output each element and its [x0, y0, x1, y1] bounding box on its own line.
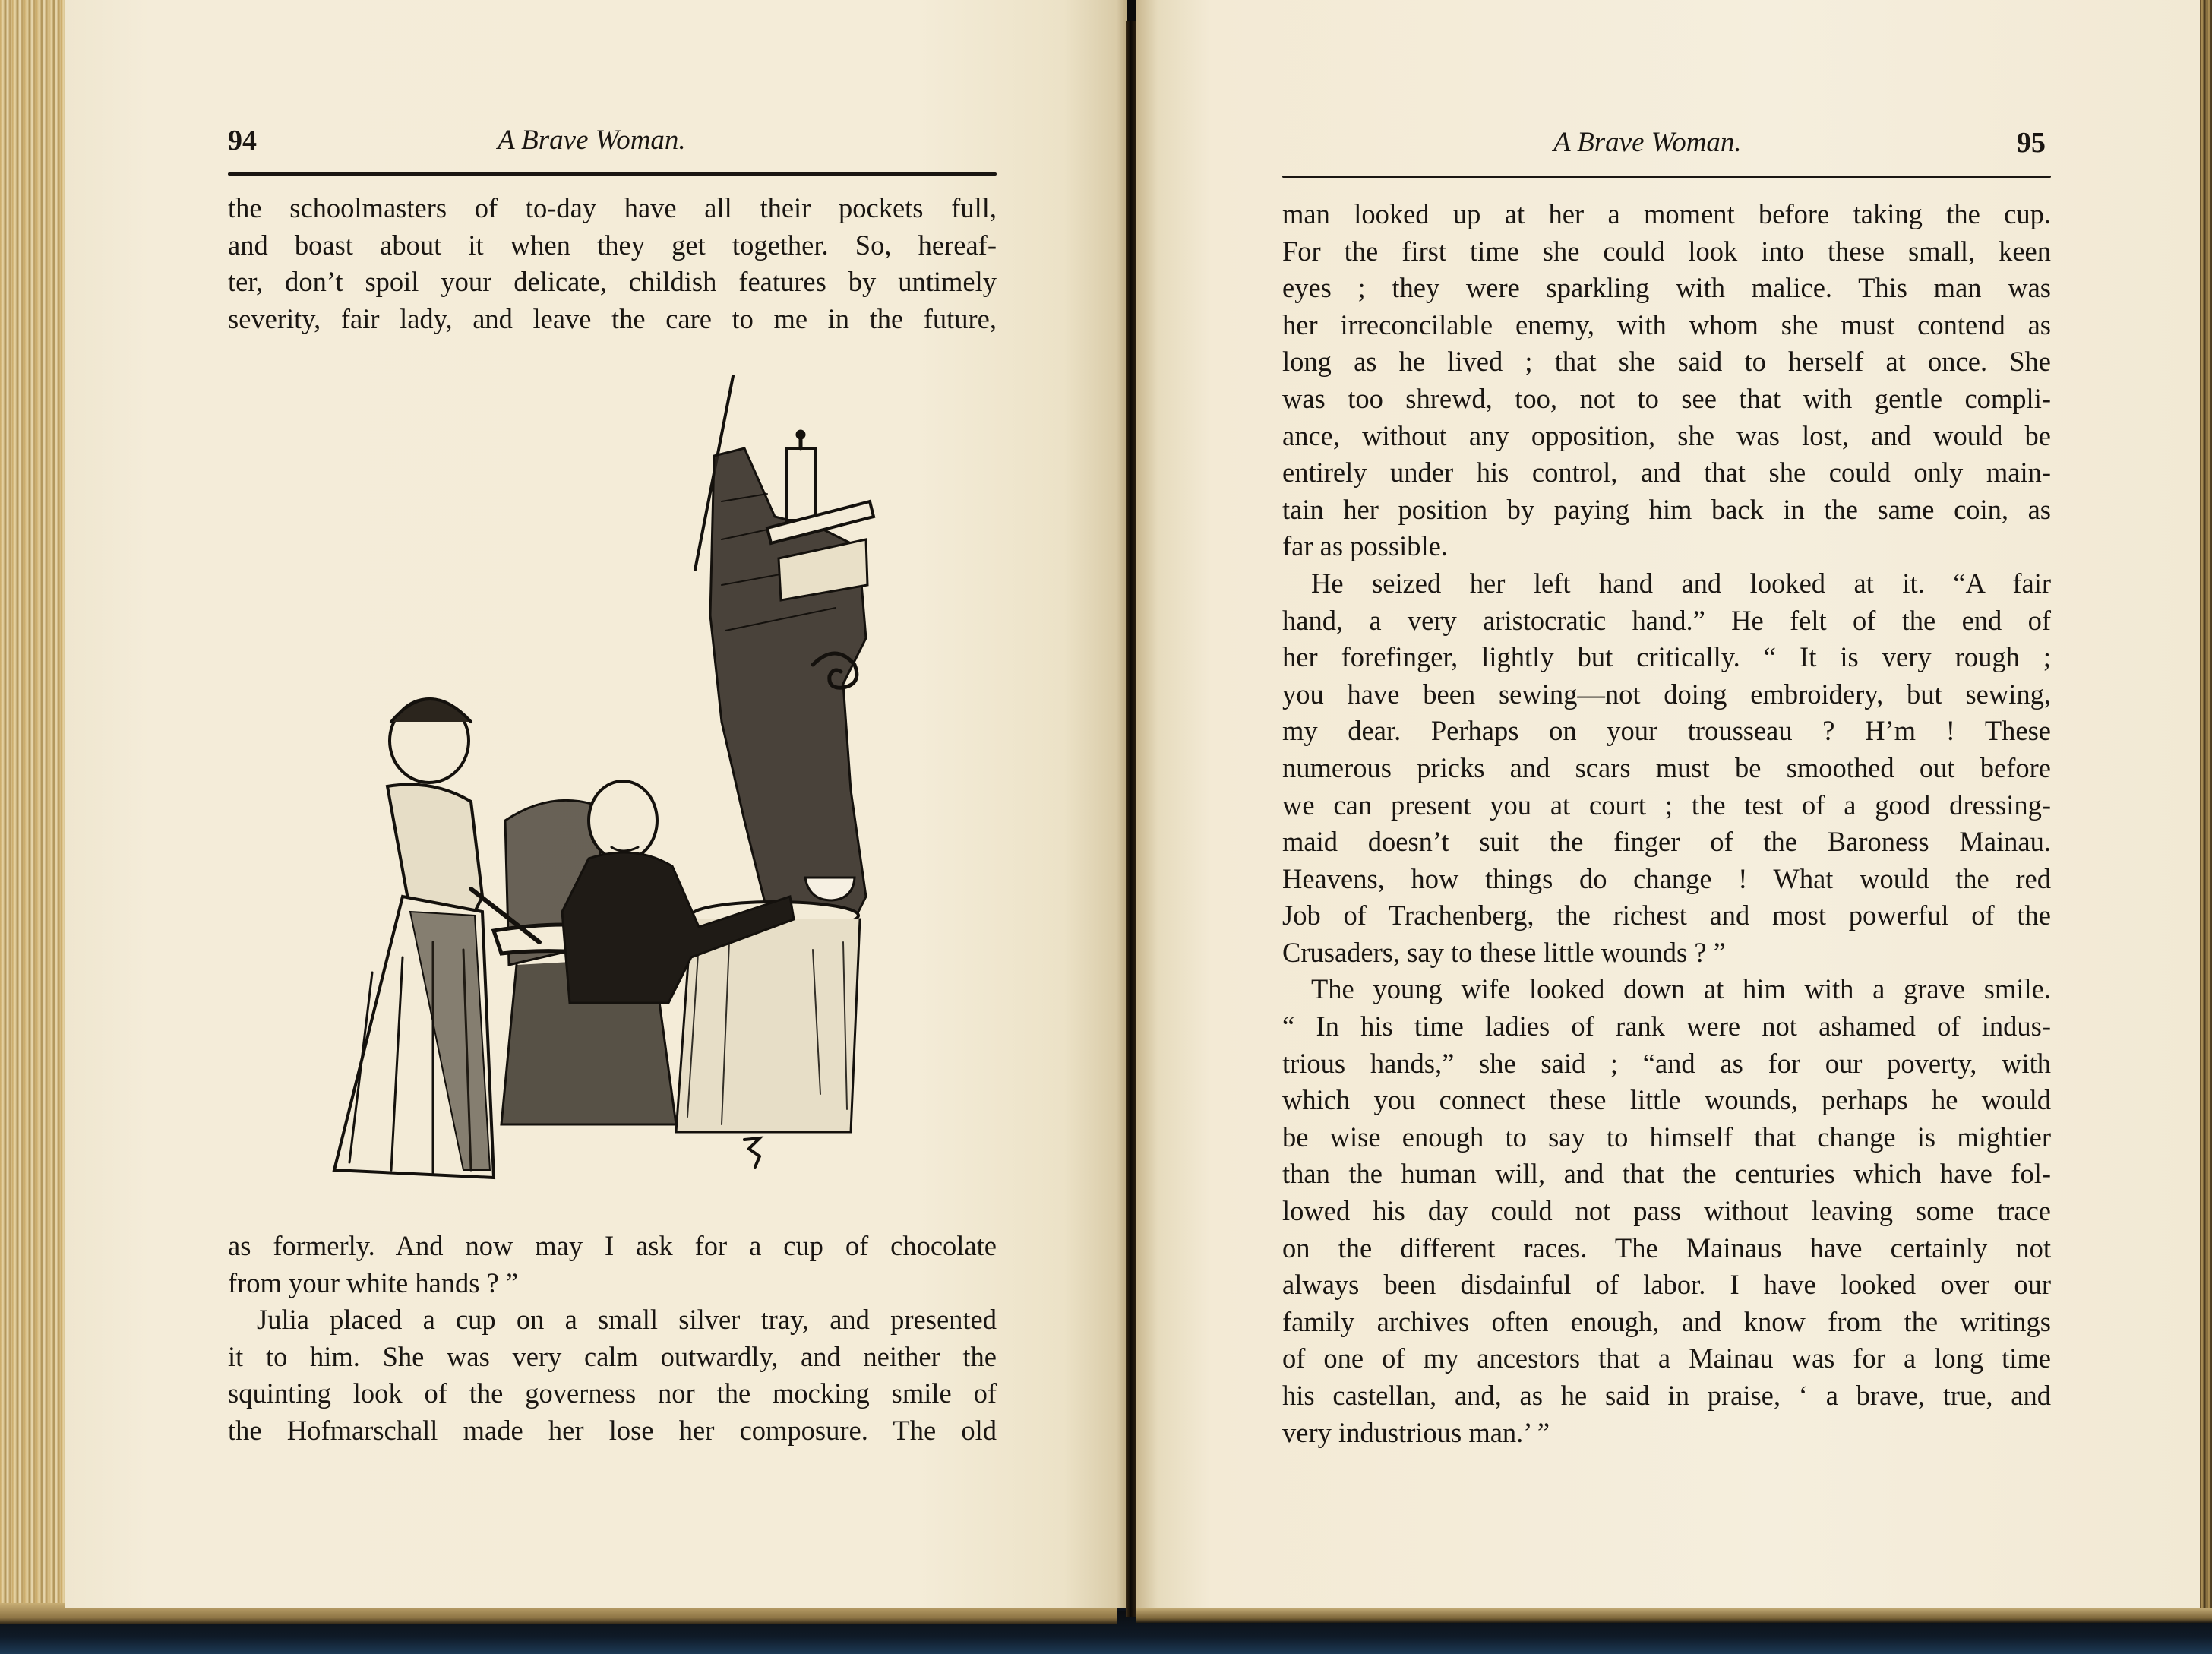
- man-head: [589, 781, 657, 860]
- text-line: trious hands,” she said ; “and as for our poverty, with: [1282, 1047, 2051, 1079]
- page-edges-left: [0, 0, 65, 1622]
- text-line: always been disdainful of labor. I have looked over our: [1282, 1269, 2051, 1301]
- page-edges-right: [2200, 0, 2212, 1622]
- text-line: her forefinger, lightly but critically. “ It is very rough ;: [1282, 641, 2051, 673]
- left-text-top: [228, 190, 997, 337]
- text-line: ance, without any opposition, she was lost, and would be: [1282, 419, 2051, 451]
- page-number-right: 95: [2017, 127, 2046, 159]
- text-line: Julia placed a cup on a small silver tray, and presented: [257, 1304, 997, 1336]
- text-line: “ In his time ladies of rank were not ashamed of indus-: [1282, 1010, 2051, 1042]
- text-line: which you connect these little wounds, perhaps he would: [1282, 1084, 2051, 1116]
- text-line: For the first time she could look into these small, keen: [1282, 235, 2051, 267]
- header-rule-right: [1282, 176, 2051, 178]
- lamp: [786, 448, 815, 520]
- book-cover-bottom-right: [1136, 1608, 2212, 1623]
- text-line: far as possible.: [1282, 530, 1448, 562]
- text-line: his castellan, and, as he said in praise, ‘ a brave, true, and: [1282, 1380, 2051, 1411]
- text-line: severity, fair lady, and leave the care to me in the future,: [228, 302, 997, 334]
- text-line: than the human will, and that the centuries which have fol-: [1282, 1158, 2051, 1190]
- text-line: very industrious man.’ ”: [1282, 1416, 1550, 1448]
- right-running-head: [1136, 122, 2200, 160]
- text-line: tain her position by paying him back in the same coin, as: [1282, 493, 2051, 525]
- text-line: it to him. She was very calm outwardly, and neither the: [228, 1340, 997, 1372]
- illustration: [319, 365, 896, 1208]
- book-gutter: [1126, 21, 1136, 1617]
- text-line: of one of my ancestors that a Mainau was for a long time: [1282, 1342, 2051, 1374]
- text-line: ter, don’t spoil your delicate, childish features by untimely: [228, 266, 997, 298]
- text-line: lowed his day could not pass without leaving some trace: [1282, 1195, 2051, 1227]
- text-line: was too shrewd, too, not to see that with gentle compli-: [1282, 382, 2051, 414]
- left-running-head: [0, 122, 1127, 160]
- right-text: [1282, 196, 2051, 1451]
- left-text-bottom: [228, 1228, 997, 1450]
- text-line: eyes ; they were sparkling with malice. This man was: [1282, 272, 2051, 304]
- text-line: hand, a very aristocratic hand.” He felt of the end of: [1282, 604, 2051, 636]
- text-line: and boast about it when they get together. So, hereaf-: [228, 229, 997, 261]
- text-line: the schoolmasters of to-day have all their pockets full,: [228, 192, 997, 223]
- text-line: you have been sewing—not doing embroidery, but sewing,: [1282, 678, 2051, 710]
- running-title-right: A Brave Woman.: [1553, 127, 1742, 158]
- text-line: we can present you at court ; the test of a good dressing-: [1282, 789, 2051, 821]
- lamp-knob: [796, 430, 805, 439]
- text-line: on the different races. The Mainaus have certainly not: [1282, 1232, 2051, 1263]
- text-line: squinting look of the governess nor the mocking smile of: [228, 1377, 997, 1409]
- artist-signature: [744, 1138, 760, 1167]
- header-rule-left: [228, 172, 997, 176]
- text-line: He seized her left hand and looked at it. “A fair: [1311, 567, 2051, 599]
- text-line: as formerly. And now may I ask for a cup of chocolate: [228, 1230, 997, 1261]
- text-line: long as he lived ; that she said to herself at once. She: [1282, 346, 2051, 378]
- page-number-left: 94: [228, 125, 257, 157]
- text-line: Job of Trachenberg, the richest and most powerful of the: [1282, 900, 2051, 931]
- running-title-left: A Brave Woman.: [498, 125, 686, 156]
- text-line: Heavens, how things do change ! What would the red: [1282, 862, 2051, 894]
- text-line: man looked up at her a moment before taking the cup.: [1282, 198, 2051, 229]
- text-line: maid doesn’t suit the finger of the Baroness Mainau.: [1282, 826, 2051, 858]
- text-line: family archives often enough, and know from the writings: [1282, 1305, 2051, 1337]
- text-line: her irreconcilable enemy, with whom she must contend as: [1282, 308, 2051, 340]
- text-line: entirely under his control, and that she could only main-: [1282, 457, 2051, 489]
- text-line: from your white hands ? ”: [228, 1267, 519, 1298]
- text-line: numerous pricks and scars must be smoothed out before: [1282, 751, 2051, 783]
- woman-hair: [391, 699, 471, 722]
- text-line: Crusaders, say to these little wounds ? ”: [1282, 936, 1726, 968]
- text-line: The young wife looked down at him with a grave smile.: [1311, 973, 2051, 1005]
- text-line: my dear. Perhaps on your trousseau ? H’m ! These: [1282, 715, 2051, 747]
- text-line: the Hofmarschall made her lose her composure. The old: [228, 1414, 997, 1446]
- text-line: be wise enough to say to himself that change is mightier: [1282, 1121, 2051, 1153]
